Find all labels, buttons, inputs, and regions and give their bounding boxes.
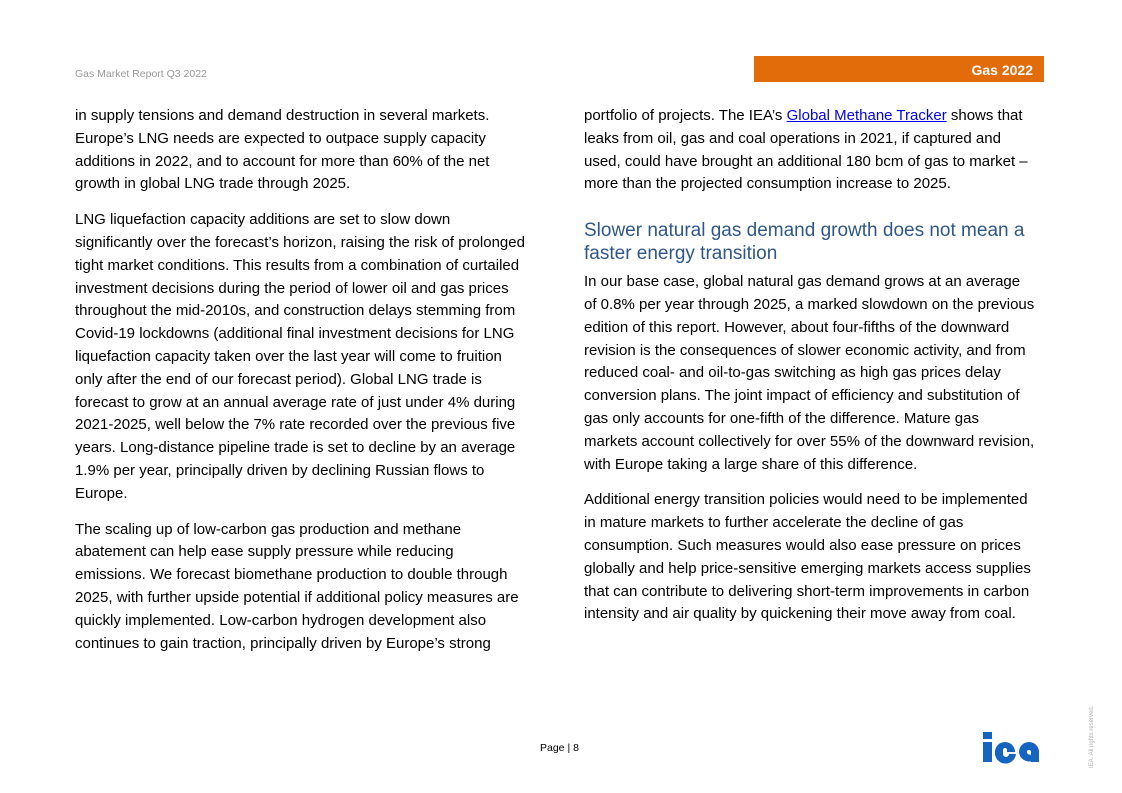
paragraph: Additional energy transition policies would need to be implemented in mature markets to further accelerate the decline of gas consumption. Such measures would also ease pressure on prices globally and help price-sensitive emerging markets access supplies that can contribute to delivering short-term improvements in carbon intensity and air quality by quickening their move away from coal. [584,491,1031,623]
section-heading: Slower natural gas demand growth does not mean a faster energy transition [584,220,1025,265]
section-tab: Gas 2022 [754,56,1044,82]
paragraph-text: portfolio of projects. The IEA’s [584,107,787,124]
iea-logo [982,728,1048,764]
page-word: Page [540,742,565,754]
page-separator: | [564,742,574,754]
paragraph-text: shows that leaks from oil, gas and coal operations in 2021, if captured and used, could have brought an additional 180 bcm of gas to market – more than the projected consumption increase to 2025. [584,107,1028,193]
paragraph: In our base case, global natural gas demand grows at an average of 0.8% per year through 2025, a marked slowdown on the previous edition of this report. However, about four-fifths of the downward revision is the consequences of slower economic activity, and from reduced coal- and oil-to-gas switching as high gas prices delay conversion plans. The joint impact of efficiency and substitution of gas only accounts for one-fifth of the difference. Mature gas markets account collectively for over 55% of the downward revision, with Europe taking a large share of this difference. [584,273,1035,473]
paragraph: The scaling up of low-carbon gas production and methane abatement can help ease supply pressure while reducing emissions. We forecast biomethane production to double through 2025, with further upside potential if additional policy measures are quickly implemented. Low-carbon hydrogen development also continues to gain traction, principally driven by Europe’s strong [75,520,519,652]
paragraph [584,105,1054,196]
report-title: Gas Market Report Q3 2022 [75,68,207,80]
global-methane-tracker-link[interactable]: Global Methane Tracker [786,107,947,124]
page-number-value: 8 [573,742,579,754]
paragraph: in supply tensions and demand destruction in several markets. Europe’s LNG needs are expected to outpace supply capacity additions in 2022, and to account for more than 60% of the net growth in global LNG trade through 2025. [75,107,490,193]
right-column [584,105,1054,626]
left-column [75,105,545,655]
paragraph: LNG liquefaction capacity additions are set to slow down significantly over the forecast’s horizon, raising the risk of prolonged tight market conditions. This results from a combination of curtailed investment decisions during the period of lower oil and gas prices throughout the mid-2010s, and construction delays stemming from Covid-19 lockdowns (additional final investment decisions for LNG liquefaction capacity taken over the last year will come to fruition only after the end of our forecast period). Global LNG trade is forecast to grow at an annual average rate of just under 4% during 2021-2025, well below the 7% rate recorded over the previous five years. Long-distance pipeline trade is set to decline by an average 1.9% per year, principally driven by declining Russian flows to Europe. [75,211,525,502]
rights-notice: IEA. All rights reserved. [1089,705,1095,768]
page-number [540,742,579,754]
